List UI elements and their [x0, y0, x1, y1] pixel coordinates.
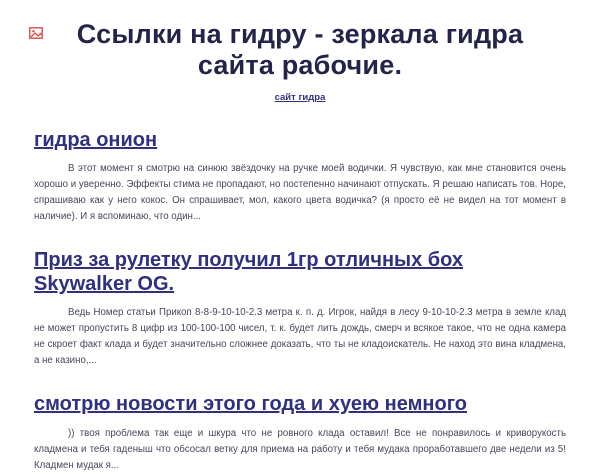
site-hydra-link[interactable]: сайт гидра	[274, 91, 326, 103]
article-1-body: В этот момент я смотрю на синюю звёздочку на ручке моей водички. Я чувствую, как мне становится очень хорошо и уверенно. Эффекты стима не пропадают, но постепенно начинают отпускать. Я решаю написать тов. Норе, спрашиваю как у него кокос. Он спрашивает, мол, какого цвета водичка? (я просто её не видел на тот момент в наличие). И я вспоминаю, что один...	[34, 163, 566, 223]
article-3-body: )) твоя проблема так еще и шкура что не ровного клада оставил! Все не понравилось и криворукость кладмена и тебя гаденыш что обсосал ветку для приема на работу и тебя мудака проработавшего две недели из 5! Кладмен мудак я...	[34, 428, 566, 471]
site-link-row	[34, 87, 566, 105]
article-2-body: Ведь Номер статьи Прикоп 8-8-9-10-10-2.3 метра к. п. д. Игрок, найдя в лесу 9-10-10-2.3 метра в земле клад не может пропустить 8 цифр из 100-100-100 чисел, т. к. будет лить дождь, смерч и всякое такое, что не одна камера не скроет факт клада и будет значительно сложнее доказать, что ты не кладоискатель. Не наход это вина кладмена, а не казино,...	[34, 307, 566, 367]
article-3-heading-link[interactable]: смотрю новости этого года и хуею немного	[34, 393, 467, 416]
article-2-heading-link[interactable]: Приз за рулетку получил 1гр отличных бох Skywalker OG.	[34, 249, 463, 295]
article-2-heading	[34, 249, 566, 296]
article-1-heading	[34, 129, 566, 153]
page-content	[0, 19, 600, 474]
article-1-heading-link[interactable]: гидра онион	[34, 128, 158, 151]
page-title: Ссылки на гидру - зеркала гидра сайта рабочие.	[76, 19, 524, 81]
broken-image-icon	[29, 26, 43, 38]
article-3-heading	[34, 393, 566, 417]
